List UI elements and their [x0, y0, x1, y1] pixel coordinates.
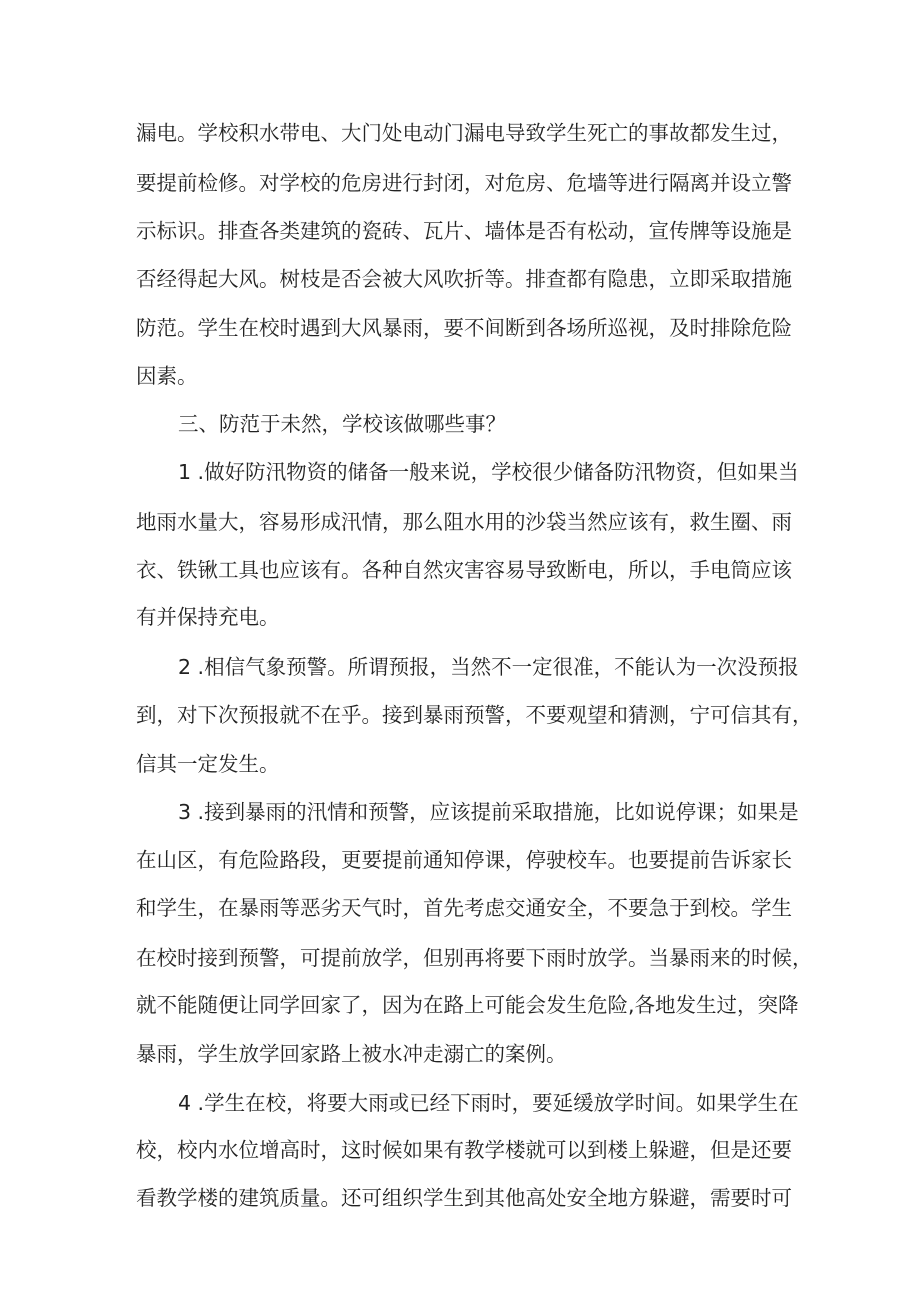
text-line: 防范。学生在校时遇到大风暴雨，要不间断到各场所巡视，及时排除危险 — [136, 316, 792, 340]
text-line: 否经得起大风。树枝是否会被大风吹折等。排查都有隐患，立即采取措施 — [136, 267, 792, 291]
text-line: 和学生，在暴雨等恶劣天气时，首先考虑交通安全，不要急于到校。学生 — [136, 896, 792, 920]
text-line: 地雨水量大，容易形成汛情，那么阻水用的沙袋当然应该有，救生圈、雨 — [136, 510, 792, 534]
text-line: 4 .学生在校，将要大雨或已经下雨时，要延缓放学时间。如果学生在 — [178, 1091, 799, 1115]
section-heading: 三、防范于未然，学校该做哪些事？ — [178, 412, 506, 436]
text-line: 漏电。学校积水带电、大门处电动门漏电导致学生死亡的事故都发生过， — [136, 121, 792, 145]
text-line: 因素。 — [136, 364, 198, 388]
text-line: 示标识。排查各类建筑的瓷砖、瓦片、墙体是否有松动，宣传牌等设施是 — [136, 219, 792, 243]
text-line: 校，校内水位增高时，这时候如果有教学楼就可以到楼上躲避，但是还要 — [136, 1138, 792, 1162]
text-line: 看教学楼的建筑质量。还可组织学生到其他高处安全地方躲避，需要时可 — [136, 1186, 792, 1210]
text-line: 衣、铁锹工具也应该有。各种自然灾害容易导致断电，所以，手电筒应该 — [136, 558, 792, 582]
text-line: 就不能随便让同学回家了，因为在路上可能会发生危险,各地发生过，突降 — [136, 993, 799, 1017]
text-line: 暴雨，学生放学回家路上被水冲走溺亡的案例。 — [136, 1042, 567, 1066]
text-line: 2 .相信气象预警。所谓预报，当然不一定很准，不能认为一次没预报 — [178, 655, 799, 679]
text-line: 在山区，有危险路段，更要提前通知停课，停驶校车。也要提前告诉家长 — [136, 848, 792, 872]
text-line: 要提前检修。对学校的危房进行封闭，对危房、危墙等进行隔离并设立警 — [136, 171, 792, 195]
text-line: 1 .做好防汛物资的储备一般来说，学校很少储备防汛物资，但如果当 — [178, 460, 799, 484]
text-line: 在校时接到预警，可提前放学，但别再将要下雨时放学。当暴雨来的时候， — [136, 946, 813, 970]
text-line: 到，对下次预报就不在乎。接到暴雨预警，不要观望和猜测，宁可信其有， — [136, 703, 813, 727]
text-line: 3 .接到暴雨的汛情和预警，应该提前采取措施，比如说停课；如果是 — [178, 800, 799, 824]
text-line: 信其一定发生。 — [136, 752, 280, 776]
text-line: 有并保持充电。 — [136, 605, 280, 629]
